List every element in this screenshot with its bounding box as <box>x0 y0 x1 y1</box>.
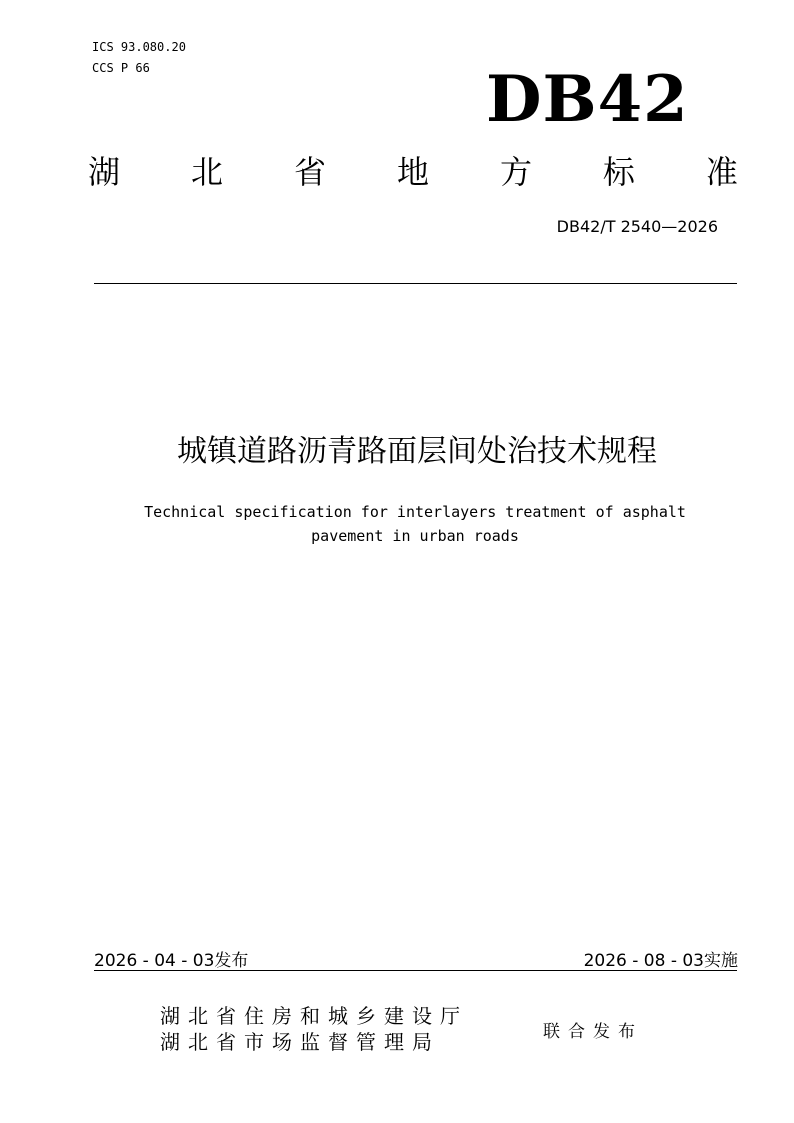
implementation-date: 2026 - 08 - 03实施 <box>583 951 738 971</box>
issuing-authorities <box>160 1003 468 1055</box>
ics-code: ICS 93.080.20 <box>92 40 186 54</box>
standard-type-char: 北 <box>190 153 223 191</box>
issuer-market-regulation: 湖北省市场监督管理局 <box>160 1030 440 1054</box>
footer-divider <box>94 970 737 971</box>
standard-type-char: 地 <box>396 153 429 191</box>
standard-code: DB42 <box>486 62 689 137</box>
standard-type-title <box>88 150 738 194</box>
standard-type-char: 标 <box>602 153 635 191</box>
issuer-housing-dept: 湖北省住房和城乡建设厅 <box>160 1004 468 1028</box>
issue-date: 2026 - 04 - 03发布 <box>94 951 249 971</box>
document-title-cn: 城镇道路沥青路面层间处治技术规程 <box>177 434 657 469</box>
standard-type-char: 省 <box>293 153 326 191</box>
header-divider <box>94 283 737 284</box>
ccs-code: CCS P 66 <box>92 61 150 75</box>
standard-type-char: 湖 <box>88 153 121 191</box>
joint-release-label: 联合发布 <box>543 1022 643 1042</box>
standard-type-char: 方 <box>499 153 532 191</box>
standard-number: DB42/T 2540—2026 <box>556 217 718 236</box>
standard-type-char: 准 <box>705 153 738 191</box>
document-title-en: Technical specification for interlayers treatment of asphalt pavement in urban roads <box>144 503 686 545</box>
